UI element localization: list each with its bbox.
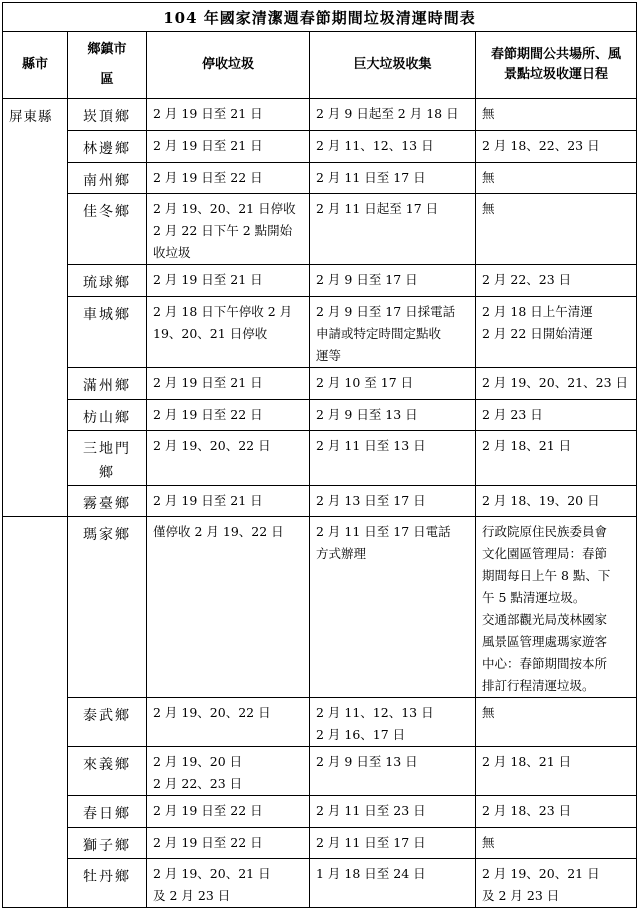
township-cell bbox=[68, 828, 147, 859]
township-cell-text: 琉球鄉 bbox=[83, 275, 131, 291]
stop-collection-cell bbox=[147, 517, 310, 698]
bulky-collection-cell-text: 2 月 11 日至 17 日 bbox=[316, 835, 426, 850]
township-cell-text: 滿州鄉 bbox=[83, 378, 131, 394]
stop-collection-cell-text: 2 月 19 日至 22 日 bbox=[153, 407, 263, 422]
stop-collection-cell bbox=[147, 194, 310, 265]
public-places-cell-text: 2 月 18、21 日 bbox=[482, 438, 572, 453]
township-cell-text: 牡丹鄉 bbox=[83, 869, 131, 885]
stop-collection-cell-text: 2 月 19 日至 22 日 bbox=[153, 803, 263, 818]
bulky-collection-cell-text: 2 月 11 日至 13 日 bbox=[316, 438, 426, 453]
stop-collection-cell bbox=[147, 99, 310, 131]
stop-collection-cell bbox=[147, 486, 310, 517]
stop-collection-cell-text: 2 月 19、20、21 日 及 2 月 23 日 bbox=[153, 866, 271, 903]
table-row bbox=[3, 99, 637, 131]
table-row bbox=[3, 431, 637, 486]
township-cell-text: 三地門 鄉 bbox=[83, 441, 131, 481]
township-cell bbox=[68, 486, 147, 517]
township-cell bbox=[68, 400, 147, 431]
stop-collection-cell bbox=[147, 796, 310, 828]
stop-collection-cell-text: 2 月 19 日至 21 日 bbox=[153, 375, 263, 390]
township-cell bbox=[68, 297, 147, 368]
bulky-collection-cell-text: 2 月 9 日至 17 日 bbox=[316, 272, 418, 287]
public-places-cell-text: 2 月 18、21 日 bbox=[482, 754, 572, 769]
county-cell: 屏東縣 bbox=[3, 99, 68, 517]
township-cell bbox=[68, 194, 147, 265]
public-places-cell bbox=[476, 400, 637, 431]
table-row bbox=[3, 265, 637, 297]
public-places-cell-text: 2 月 18、23 日 bbox=[482, 803, 572, 818]
bulky-collection-cell bbox=[310, 131, 476, 163]
stop-collection-cell-text: 2 月 19 日至 21 日 bbox=[153, 106, 263, 121]
public-places-cell bbox=[476, 796, 637, 828]
table-title: 104 年國家清潔週春節期間垃圾清運時間表 bbox=[3, 3, 637, 32]
public-places-cell bbox=[476, 828, 637, 859]
stop-collection-cell-text: 2 月 19 日至 21 日 bbox=[153, 272, 263, 287]
bulky-collection-cell bbox=[310, 368, 476, 400]
stop-collection-cell-text: 2 月 19、20、22 日 bbox=[153, 705, 271, 720]
public-places-cell-text: 2 月 18 日上午清運 2 月 22 日開始清運 bbox=[482, 304, 593, 341]
township-cell-text: 來義鄉 bbox=[83, 757, 131, 773]
public-places-cell-text: 2 月 22、23 日 bbox=[482, 272, 572, 287]
public-places-cell bbox=[476, 297, 637, 368]
bulky-collection-cell bbox=[310, 517, 476, 698]
township-cell-text: 車城鄉 bbox=[83, 307, 131, 323]
stop-collection-cell-text: 2 月 19 日至 22 日 bbox=[153, 835, 263, 850]
township-cell-text: 枋山鄉 bbox=[83, 410, 131, 426]
township-cell bbox=[68, 431, 147, 486]
township-cell bbox=[68, 131, 147, 163]
public-places-cell bbox=[476, 517, 637, 698]
bulky-collection-cell bbox=[310, 828, 476, 859]
stop-collection-cell bbox=[147, 265, 310, 297]
bulky-collection-cell-text: 2 月 11、12、13 日 bbox=[316, 138, 434, 153]
stop-collection-cell bbox=[147, 163, 310, 194]
public-places-cell-text: 無 bbox=[482, 201, 495, 216]
public-places-cell bbox=[476, 99, 637, 131]
bulky-collection-cell bbox=[310, 297, 476, 368]
township-cell bbox=[68, 796, 147, 828]
township-cell-text: 崁頂鄉 bbox=[83, 109, 131, 125]
header-stop-collection: 停收垃圾 bbox=[147, 32, 310, 99]
public-places-cell bbox=[476, 265, 637, 297]
header-county: 縣市 bbox=[3, 32, 68, 99]
public-places-cell-text: 2 月 18、19、20 日 bbox=[482, 493, 600, 508]
public-places-cell-text: 2 月 18、22、23 日 bbox=[482, 138, 600, 153]
township-cell-text: 林邊鄉 bbox=[83, 141, 131, 157]
public-places-cell-text: 行政院原住民族委員會 文化園區管理局：春節 期間每日上午 8 點、下 午 5 點清運垃圾。 交通部觀光局茂林國家 風景區管理處瑪家遊客 中心：春節期間按本所 排訂行程清運垃圾。 bbox=[482, 524, 611, 693]
public-places-cell-text: 無 bbox=[482, 705, 495, 720]
public-places-cell bbox=[476, 368, 637, 400]
stop-collection-cell bbox=[147, 859, 310, 908]
table-row bbox=[3, 131, 637, 163]
bulky-collection-cell-text: 2 月 11、12、13 日 2 月 16、17 日 bbox=[316, 705, 434, 742]
stop-collection-cell bbox=[147, 368, 310, 400]
township-cell bbox=[68, 99, 147, 131]
table-row bbox=[3, 297, 637, 368]
public-places-cell bbox=[476, 859, 637, 908]
stop-collection-cell-text: 2 月 19 日至 21 日 bbox=[153, 138, 263, 153]
table-row bbox=[3, 400, 637, 431]
stop-collection-cell-text: 2 月 19、20、21 日停收 2 月 22 日下午 2 點開始 收垃圾 bbox=[153, 201, 296, 260]
county-cell-continued bbox=[3, 517, 68, 908]
township-cell bbox=[68, 698, 147, 747]
public-places-cell bbox=[476, 486, 637, 517]
table-row bbox=[3, 828, 637, 859]
public-places-cell-text: 2 月 19、20、21 日 及 2 月 23 日 bbox=[482, 866, 600, 903]
bulky-collection-cell bbox=[310, 698, 476, 747]
bulky-collection-cell bbox=[310, 796, 476, 828]
table-row bbox=[3, 859, 637, 908]
table-row bbox=[3, 194, 637, 265]
township-cell bbox=[68, 517, 147, 698]
bulky-collection-cell bbox=[310, 99, 476, 131]
stop-collection-cell-text: 2 月 19 日至 21 日 bbox=[153, 493, 263, 508]
township-cell bbox=[68, 859, 147, 908]
bulky-collection-cell bbox=[310, 431, 476, 486]
table-row bbox=[3, 698, 637, 747]
public-places-cell bbox=[476, 698, 637, 747]
public-places-cell-text: 2 月 23 日 bbox=[482, 407, 543, 422]
township-cell-text: 瑪家鄉 bbox=[83, 527, 131, 543]
bulky-collection-cell-text: 2 月 9 日至 13 日 bbox=[316, 407, 418, 422]
bulky-collection-cell bbox=[310, 163, 476, 194]
stop-collection-cell-text: 僅停收 2 月 19、22 日 bbox=[153, 524, 284, 539]
header-township: 鄉鎮市 區 bbox=[68, 32, 147, 99]
stop-collection-cell bbox=[147, 431, 310, 486]
bulky-collection-cell-text: 2 月 9 日至 17 日採電話 申請或特定時間定點收 運等 bbox=[316, 304, 456, 363]
bulky-collection-cell-text: 2 月 11 日起至 17 日 bbox=[316, 201, 439, 216]
stop-collection-cell-text: 2 月 19、20 日 2 月 22、23 日 bbox=[153, 754, 243, 791]
table-row bbox=[3, 163, 637, 194]
public-places-cell-text: 2 月 19、20、21、23 日 bbox=[482, 375, 628, 390]
bulky-collection-cell-text: 1 月 18 日至 24 日 bbox=[316, 866, 426, 881]
bulky-collection-cell-text: 2 月 9 日起至 2 月 18 日 bbox=[316, 106, 459, 121]
table-row bbox=[3, 486, 637, 517]
stop-collection-cell bbox=[147, 747, 310, 796]
stop-collection-cell bbox=[147, 400, 310, 431]
header-public-places: 春節期間公共場所、風 景點垃圾收運日程 bbox=[476, 32, 637, 99]
table-row bbox=[3, 796, 637, 828]
stop-collection-cell-text: 2 月 19、20、22 日 bbox=[153, 438, 271, 453]
bulky-collection-cell bbox=[310, 194, 476, 265]
public-places-cell-text: 無 bbox=[482, 106, 495, 121]
table-body bbox=[3, 99, 637, 908]
stop-collection-cell bbox=[147, 297, 310, 368]
table-row bbox=[3, 368, 637, 400]
header-bulky-collection: 巨大垃圾收集 bbox=[310, 32, 476, 99]
public-places-cell bbox=[476, 431, 637, 486]
public-places-cell bbox=[476, 747, 637, 796]
stop-collection-cell-text: 2 月 19 日至 22 日 bbox=[153, 170, 263, 185]
bulky-collection-cell-text: 2 月 13 日至 17 日 bbox=[316, 493, 426, 508]
bulky-collection-cell-text: 2 月 11 日至 23 日 bbox=[316, 803, 426, 818]
bulky-collection-cell-text: 2 月 11 日至 17 日電話 方式辦理 bbox=[316, 524, 451, 561]
table-row bbox=[3, 747, 637, 796]
bulky-collection-cell bbox=[310, 486, 476, 517]
bulky-collection-cell-text: 2 月 11 日至 17 日 bbox=[316, 170, 426, 185]
public-places-cell bbox=[476, 131, 637, 163]
bulky-collection-cell-text: 2 月 10 至 17 日 bbox=[316, 375, 414, 390]
bulky-collection-cell bbox=[310, 747, 476, 796]
township-cell bbox=[68, 368, 147, 400]
stop-collection-cell bbox=[147, 131, 310, 163]
township-cell bbox=[68, 163, 147, 194]
township-cell-text: 佳冬鄉 bbox=[83, 204, 131, 220]
bulky-collection-cell bbox=[310, 400, 476, 431]
table-row bbox=[3, 517, 637, 698]
township-cell-text: 春日鄉 bbox=[83, 806, 131, 822]
township-cell-text: 霧臺鄉 bbox=[83, 496, 131, 512]
bulky-collection-cell bbox=[310, 265, 476, 297]
township-cell bbox=[68, 747, 147, 796]
public-places-cell bbox=[476, 163, 637, 194]
bulky-collection-cell-text: 2 月 9 日至 13 日 bbox=[316, 754, 418, 769]
stop-collection-cell-text: 2 月 18 日下午停收 2 月 19、20、21 日停收 bbox=[153, 304, 293, 341]
township-cell-text: 獅子鄉 bbox=[83, 838, 131, 854]
stop-collection-cell bbox=[147, 698, 310, 747]
bulky-collection-cell bbox=[310, 859, 476, 908]
township-cell-text: 南州鄉 bbox=[83, 173, 131, 189]
stop-collection-cell bbox=[147, 828, 310, 859]
schedule-table bbox=[2, 2, 637, 908]
public-places-cell-text: 無 bbox=[482, 170, 495, 185]
township-cell-text: 泰武鄉 bbox=[83, 708, 131, 724]
public-places-cell bbox=[476, 194, 637, 265]
township-cell bbox=[68, 265, 147, 297]
public-places-cell-text: 無 bbox=[482, 835, 495, 850]
